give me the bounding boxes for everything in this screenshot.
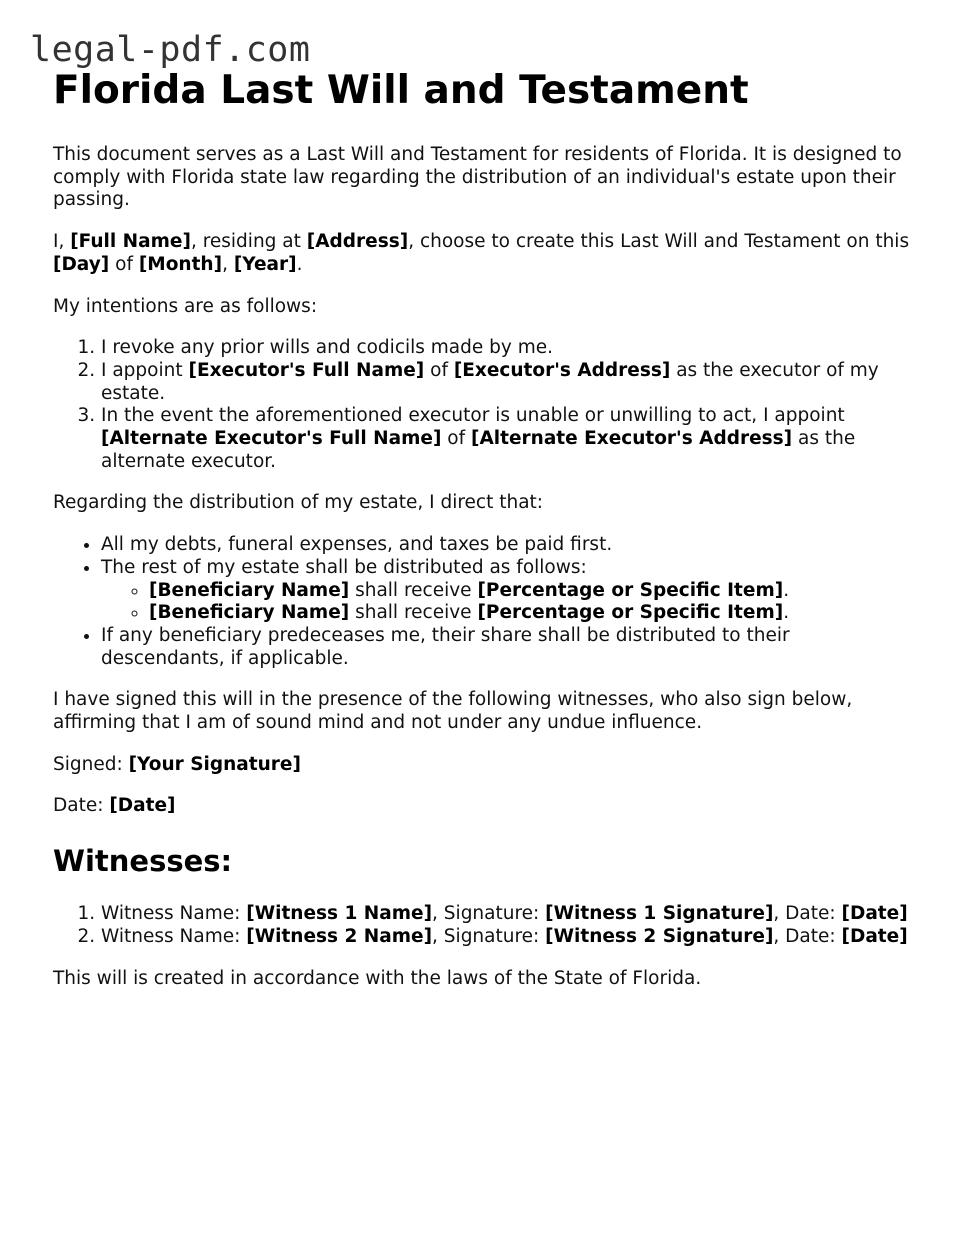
- share-placeholder: [Percentage or Specific Item]: [477, 579, 784, 601]
- declaration-text: , choose to create this Last Will and Testament on this: [408, 231, 910, 253]
- closing-statement: This will is created in accordance with the laws of the State of Florida.: [53, 967, 702, 989]
- day-placeholder: [Day]: [53, 253, 110, 275]
- signed-line: [53, 754, 913, 777]
- witness-signature-label: , Signature:: [432, 903, 546, 925]
- date-line: [53, 795, 913, 818]
- signature-placeholder: [Your Signature]: [128, 753, 301, 775]
- alternate-executor-name-placeholder: [Alternate Executor's Full Name]: [101, 428, 442, 450]
- witness-statement: I have signed this will in the presence of the following witnesses, who also sign below, affirming that I am of sound mind and not under any undue influence.: [53, 689, 853, 734]
- executor-address-placeholder: [Executor's Address]: [453, 359, 671, 381]
- item-text: shall receive: [349, 602, 478, 624]
- list-item: [101, 557, 913, 625]
- distribution-heading: Regarding the distribution of my estate, I direct that:: [53, 492, 544, 514]
- share-placeholder: [Percentage or Specific Item]: [477, 602, 784, 624]
- witness-item: [101, 926, 913, 949]
- year-placeholder: [Year]: [233, 253, 297, 275]
- watermark-text: legal-pdf.com: [30, 30, 311, 70]
- item-text: In the event the aforementioned executor is unable or unwilling to act, I appoint: [101, 405, 845, 427]
- witness-name-placeholder: [Witness 1 Name]: [246, 903, 433, 925]
- signed-label: Signed:: [53, 753, 129, 775]
- intentions-heading: My intentions are as follows:: [53, 295, 318, 317]
- intentions-list: [53, 337, 913, 473]
- witness-signature-placeholder: [Witness 2 Signature]: [545, 925, 774, 947]
- witnesses-list: [53, 903, 913, 948]
- witness-item: [101, 903, 913, 926]
- distribution-list: [53, 534, 913, 670]
- intro-paragraph: This document serves as a Last Will and Testament for residents of Florida. It is designed to comply with Florida state law regarding the distribution of an individual's estate upon their passing.: [53, 144, 902, 211]
- list-item: [101, 405, 913, 473]
- witness-date-label: , Date:: [773, 925, 842, 947]
- item-text: of: [441, 428, 472, 450]
- declaration-text: .: [296, 253, 303, 275]
- executor-name-placeholder: [Executor's Full Name]: [188, 359, 425, 381]
- declaration-paragraph: [53, 231, 913, 276]
- witnesses-heading: Witnesses:: [53, 844, 233, 879]
- declaration-text: ,: [222, 253, 234, 275]
- declaration-text: I,: [53, 231, 71, 253]
- witness-date-placeholder: [Date]: [841, 925, 908, 947]
- full-name-placeholder: [Full Name]: [70, 231, 191, 253]
- alternate-executor-address-placeholder: [Alternate Executor's Address]: [471, 428, 793, 450]
- witness-name-label: Witness Name:: [101, 925, 247, 947]
- declaration-text: of: [109, 253, 139, 275]
- date-label: Date:: [53, 795, 110, 817]
- item-text: as the alternate executor.: [101, 428, 856, 472]
- item-text: .: [783, 602, 790, 624]
- witness-signature-label: , Signature:: [432, 925, 546, 947]
- witness-signature-placeholder: [Witness 1 Signature]: [545, 903, 774, 925]
- witness-name-placeholder: [Witness 2 Name]: [246, 925, 433, 947]
- beneficiary-name-placeholder: [Beneficiary Name]: [149, 579, 350, 601]
- list-item: 1. I revoke any prior wills and codicils made by me.: [101, 337, 913, 360]
- declaration-text: , residing at: [190, 231, 307, 253]
- beneficiary-name-placeholder: [Beneficiary Name]: [149, 602, 350, 624]
- item-text: .: [783, 579, 790, 601]
- beneficiary-item: [149, 580, 913, 603]
- address-placeholder: [Address]: [306, 231, 409, 253]
- list-item: • If any beneficiary predeceases me, their share shall be distributed to their descendants, if applicable.: [101, 625, 913, 670]
- list-item: [101, 360, 913, 405]
- item-text: as the executor of my estate.: [101, 359, 879, 404]
- witness-name-label: Witness Name:: [101, 903, 247, 925]
- document-title: Florida Last Will and Testament: [53, 68, 749, 113]
- list-item: • All my debts, funeral expenses, and taxes be paid first.: [101, 534, 913, 557]
- item-text: shall receive: [349, 579, 478, 601]
- document-body: [53, 66, 913, 1009]
- item-text: I appoint: [101, 359, 189, 381]
- witness-date-label: , Date:: [773, 903, 842, 925]
- date-placeholder: [Date]: [109, 795, 176, 817]
- month-placeholder: [Month]: [138, 253, 223, 275]
- item-text: The rest of my estate shall be distributed as follows:: [101, 556, 587, 578]
- beneficiary-item: [149, 602, 913, 625]
- witness-date-placeholder: [Date]: [841, 903, 908, 925]
- beneficiary-list: [101, 580, 913, 625]
- item-text: of: [424, 359, 454, 381]
